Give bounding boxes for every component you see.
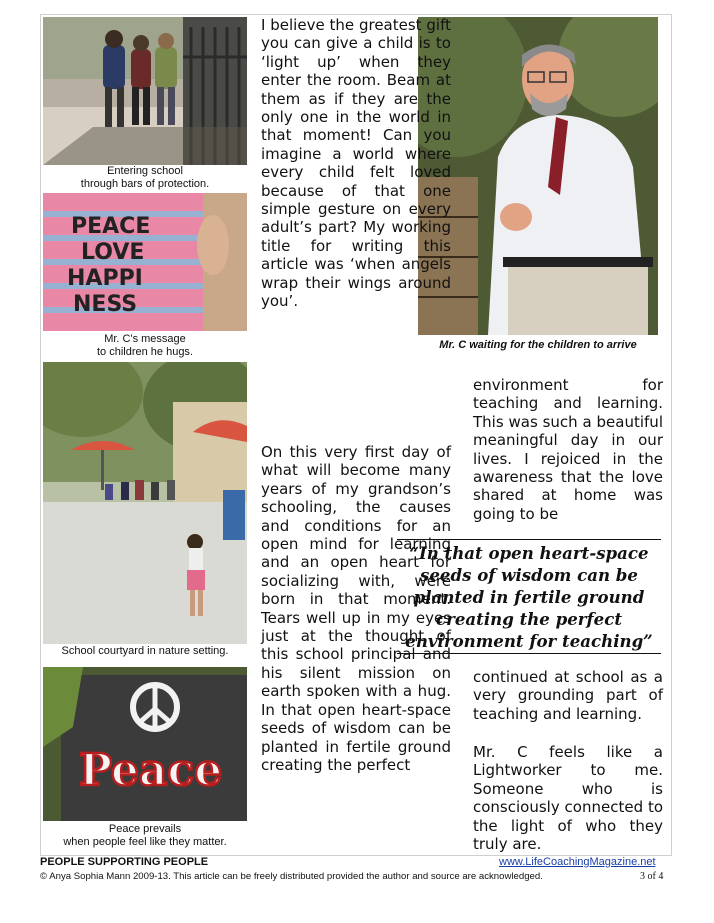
caption-line: through bars of protection. <box>80 178 210 190</box>
footer-website-link[interactable]: www.LifeCoachingMagazine.net <box>499 856 656 868</box>
caption-mr-c: Mr. C waiting for the children to arrive <box>418 339 658 352</box>
photo-entering-school <box>43 17 247 165</box>
photo-mr-c <box>418 17 658 335</box>
caption-line: Entering school <box>107 165 183 177</box>
pull-quote: “In that open heart-space seeds of wisdom can be planted in fertile ground creating the perfect environment for teaching” <box>397 539 661 654</box>
caption-line: Mr. C's message <box>104 333 186 345</box>
paragraph: continued at school as a very grounding part of teaching and learning. <box>473 668 663 723</box>
photo-peace-shirt <box>43 193 247 331</box>
caption-line: when people feel like they matter. <box>63 836 227 848</box>
column-2-paragraph-1 <box>473 376 663 523</box>
caption-entering-school <box>43 165 247 191</box>
paragraph: environment for teaching and learning. This was such a beautiful meaningful day in our lives. I rejoiced in the awareness that the love shared at home was going to be <box>473 376 663 523</box>
caption-line: Peace prevails <box>108 823 182 835</box>
column-1-paragraph-1 <box>261 16 451 311</box>
caption-courtyard: School courtyard in nature setting. <box>43 645 247 658</box>
column-2-paragraph-2 <box>473 668 663 723</box>
shirt-text-line: HAPPI <box>67 266 143 291</box>
caption-line: to children he hugs. <box>96 346 193 358</box>
photo-school-courtyard <box>43 362 247 644</box>
copyright-notice: © Anya Sophia Mann 2009-13. This article can be freely distributed provided the author and source are acknowledged. <box>40 871 543 882</box>
column-2-paragraph-3 <box>473 743 663 853</box>
shirt-text-line: PEACE <box>71 214 151 239</box>
footer-title: PEOPLE SUPPORTING PEOPLE <box>40 856 209 868</box>
caption-peace <box>43 823 247 849</box>
paragraph: On this very first day of what will become many years of my grandson’s schooling, the causes and conditions for an open mind for learning and an open heart for socializing with, were born in that moment. Tears well up in my eyes just at the thought of this school principal and his silent mission on earth spoken with a hug. In that open heart-space seeds of wisdom can be planted in fertile ground creating the perfect <box>261 443 451 774</box>
paragraph: I believe the greatest gift you can give a child is to ‘light up’ when they enter the room. Beam at them as if they are the only one in the world in that moment! Can you imagine a world where every child felt loved because of that one simple gesture on every adult’s part? My working title for writing this article was ‘when angels wrap their wings around you’. <box>261 16 451 311</box>
caption-mr-c-message <box>43 333 247 359</box>
page-number: 3 of 4 <box>640 871 664 882</box>
photo-peace-sign <box>43 667 247 821</box>
shirt-text-line: LOVE <box>81 240 145 265</box>
paragraph: Mr. C feels like a Lightworker to me. Someone who is consciously connected to the light of who they truly are. <box>473 743 663 854</box>
shirt-text-line: NESS <box>73 292 138 317</box>
sign-text: Peace <box>79 745 223 796</box>
